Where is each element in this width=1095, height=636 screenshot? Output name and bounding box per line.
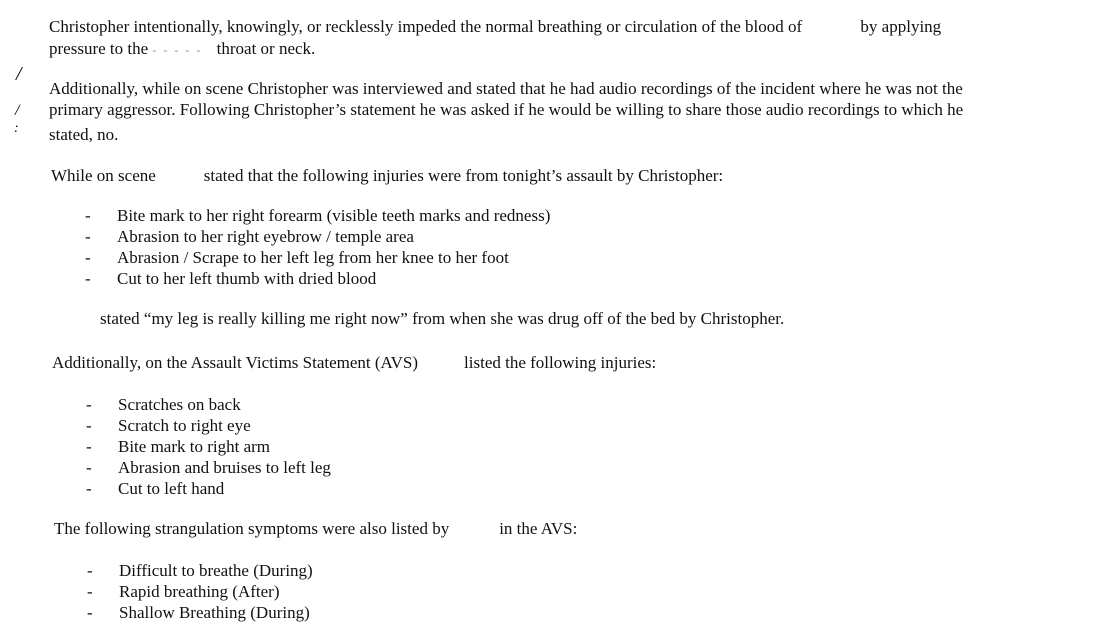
- redaction: [156, 171, 204, 183]
- bullet: -: [85, 269, 91, 288]
- paragraph-strangulation-line1: [49, 16, 941, 37]
- paragraph-injuries-intro: [51, 165, 723, 186]
- list-item-text: Abrasion / Scrape to her left leg from her knee to her foot: [117, 248, 509, 267]
- redaction: [418, 358, 464, 370]
- paragraph-symptoms-intro: [54, 518, 577, 539]
- list-item-text: Scratch to right eye: [118, 416, 251, 435]
- text: The following strangulation symptoms were also listed by: [54, 519, 450, 538]
- list-item: [86, 394, 331, 415]
- text: stated that the following injuries were from tonight’s assault by Christopher:: [203, 166, 724, 185]
- list-item-text: Shallow Breathing (During): [119, 603, 310, 622]
- text: listed the following injuries:: [464, 353, 657, 372]
- margin-mark: /: [15, 102, 20, 119]
- list-item-text: Bite mark to her right forearm (visible teeth marks and redness): [117, 206, 551, 225]
- bullet: -: [86, 458, 92, 477]
- bullet: -: [86, 479, 92, 498]
- paragraph-audio-line3: stated, no.: [49, 125, 119, 144]
- bullet: -: [85, 206, 91, 225]
- text: in the AVS:: [499, 519, 578, 538]
- redaction: - - - - -: [152, 43, 203, 57]
- list-item: [85, 226, 550, 247]
- bullet: -: [87, 561, 93, 580]
- list-item-text: Difficult to breathe (During): [119, 561, 313, 580]
- list-item: [85, 247, 550, 268]
- list-item: [86, 457, 331, 478]
- list-item: [86, 436, 331, 457]
- paragraph-avs-intro: [52, 352, 656, 373]
- paragraph-audio-line2: primary aggressor. Following Christopher’s statement he was asked if he would be willing to share those audio recordings to which he: [49, 100, 964, 119]
- bullet: -: [86, 416, 92, 435]
- text: While on scene: [51, 166, 156, 185]
- text: Additionally, on the Assault Victims Statement (AVS): [52, 353, 419, 372]
- bullet: -: [86, 395, 92, 414]
- text: Christopher intentionally, knowingly, or recklessly impeded the normal breathing or circulation of the blood of: [49, 17, 803, 36]
- list-item-text: Scratches on back: [118, 395, 241, 414]
- text: throat or neck.: [216, 39, 316, 58]
- list-item: [87, 602, 313, 623]
- list-item-text: Abrasion to her right eyebrow / temple area: [117, 227, 414, 246]
- bullet: -: [85, 248, 91, 267]
- list-item-text: Cut to her left thumb with dried blood: [117, 269, 377, 288]
- text: pressure to the: [49, 39, 149, 58]
- margin-mark: :: [14, 121, 19, 136]
- redaction: [449, 524, 499, 536]
- margin-mark: /: [16, 63, 22, 85]
- list-item-text: Abrasion and bruises to left leg: [118, 458, 331, 477]
- bullet: -: [87, 582, 93, 601]
- paragraph-strangulation-line2: [49, 38, 315, 61]
- list-item: [85, 268, 550, 289]
- list-item: [86, 478, 331, 499]
- paragraph-audio-line1: Additionally, while on scene Christopher was interviewed and stated that he had audio recordings of the incident where he was not the: [49, 79, 963, 98]
- list-item-text: Bite mark to right arm: [118, 437, 271, 456]
- list-item: [86, 415, 331, 436]
- list-item: [87, 581, 313, 602]
- redaction: [802, 22, 856, 34]
- list-item: [87, 560, 313, 581]
- bullet: -: [86, 437, 92, 456]
- list-item-text: Rapid breathing (After): [119, 582, 280, 601]
- list-item-text: Cut to left hand: [118, 479, 225, 498]
- bullet: -: [87, 603, 93, 622]
- symptoms-list: [87, 560, 313, 623]
- bullet: -: [85, 227, 91, 246]
- avs-injuries-list: [86, 394, 331, 499]
- paragraph-quote: stated “my leg is really killing me right now” from when she was drug off of the bed by Christopher.: [100, 309, 785, 328]
- list-item: [85, 205, 550, 226]
- injuries-list: [85, 205, 550, 289]
- text: by applying: [860, 17, 942, 36]
